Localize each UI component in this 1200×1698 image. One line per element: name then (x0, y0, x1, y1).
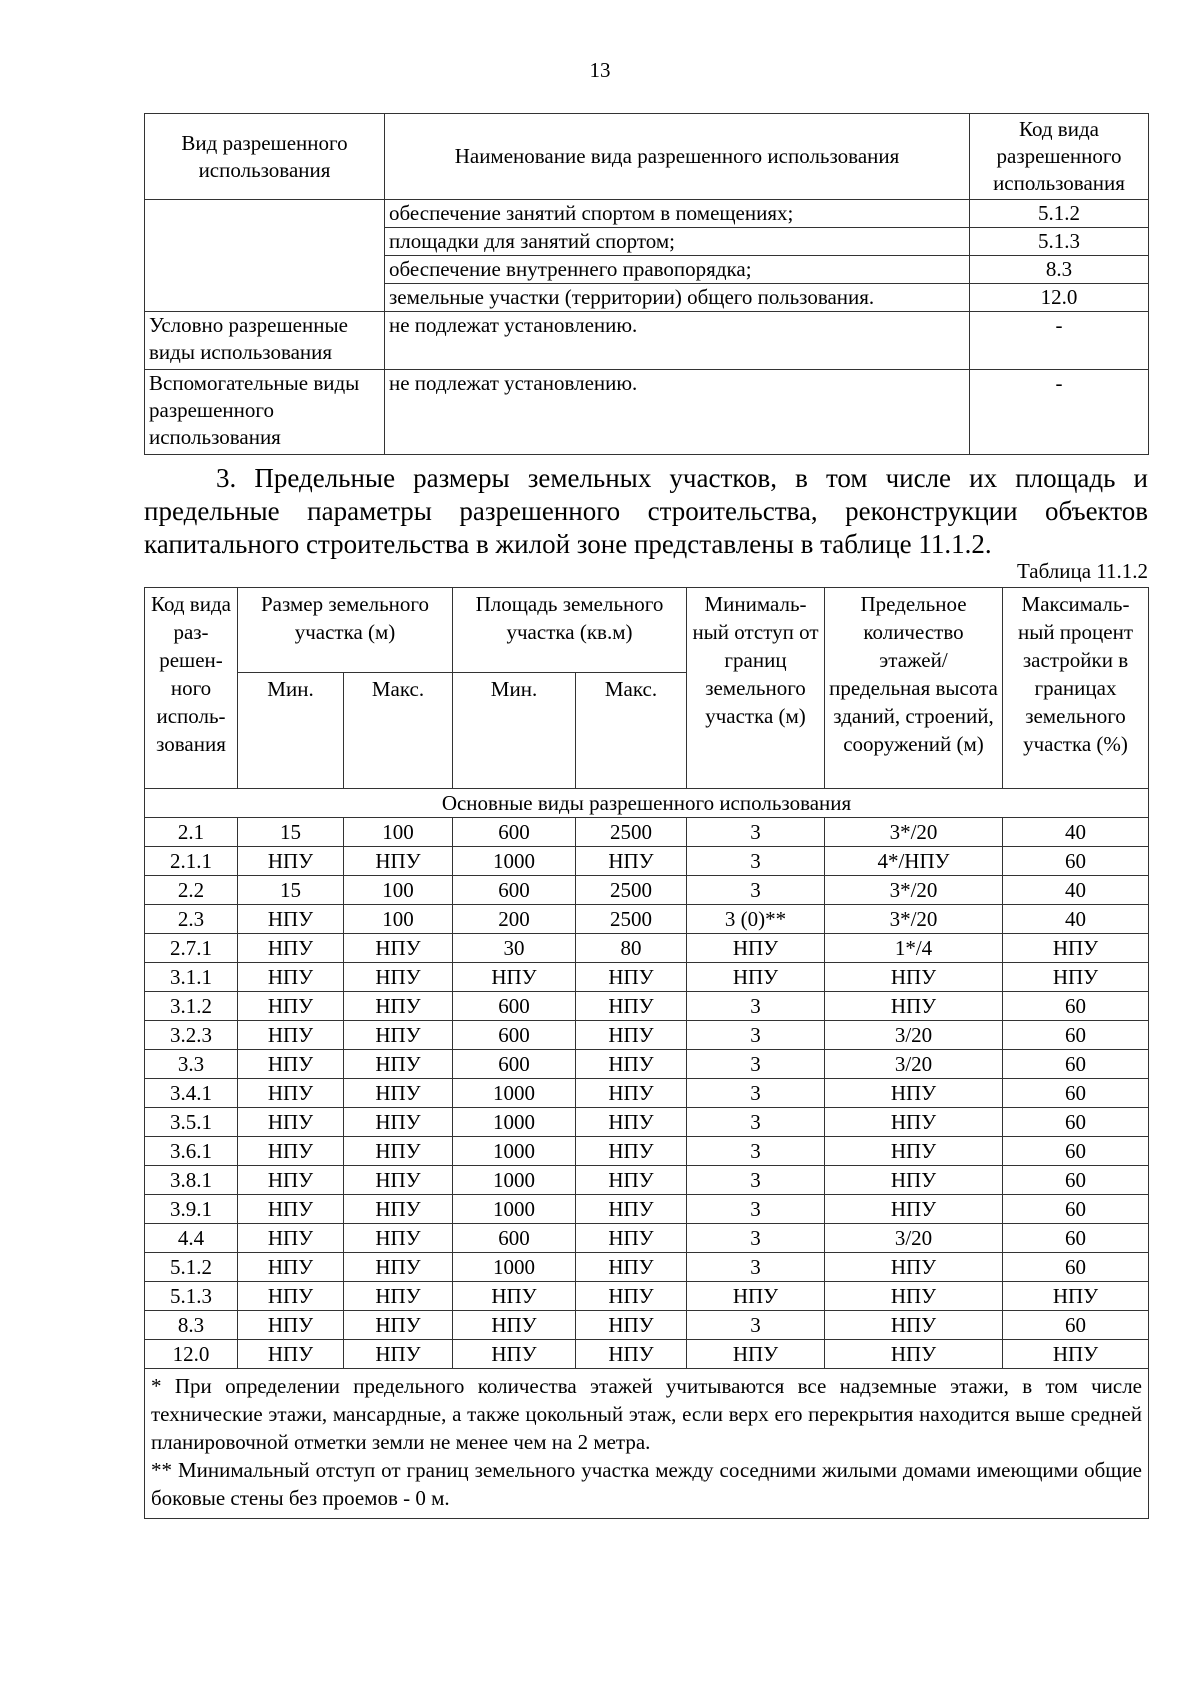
table-row (145, 1195, 1149, 1224)
table-row (145, 963, 1149, 992)
cell-area-max: НПУ (576, 1079, 687, 1108)
use-code: - (970, 312, 1149, 370)
cell-area-min: 30 (453, 934, 576, 963)
use-code: - (970, 370, 1149, 455)
header-size: Размер земельного участка (м) (238, 588, 453, 673)
cell-code: 3.6.1 (145, 1137, 238, 1166)
cell-code: 5.1.3 (145, 1282, 238, 1311)
empty-cell (145, 200, 385, 312)
use-type: Условно разрешенные виды использования (145, 312, 385, 370)
cell-setback: 3 (687, 1253, 825, 1282)
table-row (145, 992, 1149, 1021)
cell-code: 3.1.2 (145, 992, 238, 1021)
cell-code: 4.4 (145, 1224, 238, 1253)
cell-size-max: НПУ (344, 1079, 453, 1108)
cell-size-min: НПУ (238, 1195, 344, 1224)
cell-area-min: 1000 (453, 847, 576, 876)
cell-size-min: НПУ (238, 1224, 344, 1253)
cell-size-min: НПУ (238, 1311, 344, 1340)
cell-code: 2.2 (145, 876, 238, 905)
cell-percent: 60 (1003, 1137, 1149, 1166)
cell-floors: НПУ (825, 1253, 1003, 1282)
use-name: не подлежат установлению. (385, 370, 970, 455)
cell-setback: 3 (687, 1137, 825, 1166)
cell-area-min: 600 (453, 818, 576, 847)
cell-area-max: 80 (576, 934, 687, 963)
cell-percent: 60 (1003, 1195, 1149, 1224)
cell-area-min: 600 (453, 1050, 576, 1079)
cell-area-min: 600 (453, 1021, 576, 1050)
cell-setback: 3 (687, 876, 825, 905)
table-header-row (145, 588, 1149, 673)
cell-code: 3.2.3 (145, 1021, 238, 1050)
table-row (145, 1224, 1149, 1253)
cell-floors: НПУ (825, 1282, 1003, 1311)
table-body (145, 818, 1149, 1369)
use-type: Вспомогательные виды разрешенного использования (145, 370, 385, 455)
cell-floors: НПУ (825, 1108, 1003, 1137)
table-row (145, 1137, 1149, 1166)
table-row (145, 934, 1149, 963)
cell-percent: 60 (1003, 992, 1149, 1021)
table-header-row (145, 114, 1149, 200)
cell-size-min: НПУ (238, 1282, 344, 1311)
cell-area-max: НПУ (576, 1340, 687, 1369)
cell-area-max: НПУ (576, 963, 687, 992)
permitted-use-table (144, 113, 1149, 455)
cell-floors: 3/20 (825, 1224, 1003, 1253)
cell-setback: НПУ (687, 1340, 825, 1369)
cell-area-max: НПУ (576, 1195, 687, 1224)
table-row (145, 1282, 1149, 1311)
footnote-row (145, 1369, 1149, 1519)
cell-percent: НПУ (1003, 1282, 1149, 1311)
cell-size-max: НПУ (344, 1340, 453, 1369)
use-name: обеспечение занятий спортом в помещениях; (385, 200, 970, 228)
cell-size-min: НПУ (238, 1166, 344, 1195)
cell-percent: 60 (1003, 1021, 1149, 1050)
cell-size-max: НПУ (344, 1253, 453, 1282)
table-row (145, 1311, 1149, 1340)
cell-floors: 3*/20 (825, 818, 1003, 847)
header-area: Площадь земельного участка (кв.м) (453, 588, 687, 673)
use-name: не подлежат установлению. (385, 312, 970, 370)
table-row (145, 312, 1149, 370)
cell-code: 3.1.1 (145, 963, 238, 992)
cell-size-max: НПУ (344, 1021, 453, 1050)
cell-area-min: 1000 (453, 1079, 576, 1108)
cell-percent: 40 (1003, 818, 1149, 847)
use-name: земельные участки (территории) общего пользования. (385, 284, 970, 312)
use-code: 5.1.3 (970, 228, 1149, 256)
header-size-min: Мин. (238, 673, 344, 789)
cell-percent: 60 (1003, 1079, 1149, 1108)
cell-size-min: НПУ (238, 1340, 344, 1369)
cell-size-max: НПУ (344, 847, 453, 876)
table-row (145, 1021, 1149, 1050)
cell-percent: 60 (1003, 1050, 1149, 1079)
use-name: обеспечение внутреннего правопорядка; (385, 256, 970, 284)
cell-area-max: НПУ (576, 1137, 687, 1166)
cell-size-min: НПУ (238, 992, 344, 1021)
cell-size-min: НПУ (238, 847, 344, 876)
cell-size-min: НПУ (238, 1050, 344, 1079)
cell-setback: 3 (0)** (687, 905, 825, 934)
cell-size-max: НПУ (344, 1195, 453, 1224)
use-code: 5.1.2 (970, 200, 1149, 228)
header-code: Код вида раз-решен-ного исполь-зования (145, 588, 238, 789)
cell-size-max: 100 (344, 876, 453, 905)
cell-size-max: НПУ (344, 1137, 453, 1166)
cell-setback: 3 (687, 1195, 825, 1224)
cell-floors: 3/20 (825, 1021, 1003, 1050)
cell-size-max: НПУ (344, 963, 453, 992)
table-row (145, 200, 1149, 228)
cell-area-min: 200 (453, 905, 576, 934)
cell-size-max: НПУ (344, 992, 453, 1021)
cell-size-max: 100 (344, 905, 453, 934)
cell-percent: 60 (1003, 1224, 1149, 1253)
cell-code: 3.9.1 (145, 1195, 238, 1224)
cell-code: 5.1.2 (145, 1253, 238, 1282)
cell-setback: 3 (687, 1224, 825, 1253)
cell-floors: НПУ (825, 963, 1003, 992)
section-row (145, 789, 1149, 818)
cell-code: 3.5.1 (145, 1108, 238, 1137)
cell-setback: 3 (687, 847, 825, 876)
cell-setback: 3 (687, 1079, 825, 1108)
cell-floors: 4*/НПУ (825, 847, 1003, 876)
header-size-max: Макс. (344, 673, 453, 789)
cell-floors: НПУ (825, 992, 1003, 1021)
cell-percent: НПУ (1003, 934, 1149, 963)
cell-area-min: 600 (453, 992, 576, 1021)
cell-area-min: 1000 (453, 1253, 576, 1282)
table-row (145, 1050, 1149, 1079)
use-code: 8.3 (970, 256, 1149, 284)
cell-size-max: НПУ (344, 934, 453, 963)
cell-size-min: НПУ (238, 1137, 344, 1166)
cell-percent: 60 (1003, 847, 1149, 876)
table-row (145, 1340, 1149, 1369)
cell-percent: 60 (1003, 1253, 1149, 1282)
cell-setback: НПУ (687, 1282, 825, 1311)
header-use-code: Код вида разрешенного использования (970, 114, 1149, 200)
cell-size-min: НПУ (238, 1108, 344, 1137)
paragraph-text: 3. Предельные размеры земельных участков, в том числе их площадь и предельные параметры разрешенного строительства, реконструкции объектов капитального строительства в жилой зоне представлены в таблице 11.1.2. (144, 463, 1148, 559)
cell-size-max: НПУ (344, 1282, 453, 1311)
cell-size-max: НПУ (344, 1050, 453, 1079)
header-area-min: Мин. (453, 673, 576, 789)
cell-percent: 60 (1003, 1311, 1149, 1340)
cell-floors: НПУ (825, 1137, 1003, 1166)
use-code: 12.0 (970, 284, 1149, 312)
footnotes (145, 1369, 1149, 1519)
table-row (145, 876, 1149, 905)
cell-area-max: НПУ (576, 1050, 687, 1079)
cell-percent: 60 (1003, 1108, 1149, 1137)
cell-size-max: НПУ (344, 1224, 453, 1253)
cell-area-max: НПУ (576, 1311, 687, 1340)
section-title: Основные виды разрешенного использования (145, 789, 1149, 818)
cell-size-min: НПУ (238, 1021, 344, 1050)
cell-floors: НПУ (825, 1311, 1003, 1340)
cell-setback: НПУ (687, 963, 825, 992)
cell-setback: 3 (687, 1108, 825, 1137)
cell-size-max: НПУ (344, 1166, 453, 1195)
cell-area-min: 1000 (453, 1166, 576, 1195)
cell-floors: НПУ (825, 1195, 1003, 1224)
cell-percent: 60 (1003, 1166, 1149, 1195)
footnote-2: ** Минимальный отступ от границ земельного участка между соседними жилыми домами имеющими общие боковые стены без проемов - 0 м. (151, 1458, 1142, 1510)
cell-floors: 1*/4 (825, 934, 1003, 963)
cell-code: 12.0 (145, 1340, 238, 1369)
cell-floors: НПУ (825, 1340, 1003, 1369)
cell-area-max: НПУ (576, 1021, 687, 1050)
cell-floors: 3*/20 (825, 905, 1003, 934)
cell-area-max: 2500 (576, 905, 687, 934)
cell-area-min: НПУ (453, 1282, 576, 1311)
cell-area-max: НПУ (576, 1166, 687, 1195)
table-row (145, 1108, 1149, 1137)
cell-percent: 40 (1003, 876, 1149, 905)
cell-size-min: НПУ (238, 905, 344, 934)
cell-size-max: НПУ (344, 1108, 453, 1137)
use-name: площадки для занятий спортом; (385, 228, 970, 256)
cell-size-min: НПУ (238, 1253, 344, 1282)
cell-setback: 3 (687, 1050, 825, 1079)
cell-area-max: 2500 (576, 818, 687, 847)
cell-area-max: НПУ (576, 1224, 687, 1253)
cell-code: 3.3 (145, 1050, 238, 1079)
cell-setback: 3 (687, 992, 825, 1021)
table-row (145, 818, 1149, 847)
table-row (145, 1166, 1149, 1195)
cell-size-max: 100 (344, 818, 453, 847)
table-row (145, 370, 1149, 455)
cell-area-min: 600 (453, 876, 576, 905)
cell-floors: НПУ (825, 1166, 1003, 1195)
cell-area-max: 2500 (576, 876, 687, 905)
cell-code: 2.1.1 (145, 847, 238, 876)
land-parameters-table (144, 587, 1149, 1519)
cell-size-min: НПУ (238, 1079, 344, 1108)
cell-percent: НПУ (1003, 1340, 1149, 1369)
table-row (145, 1253, 1149, 1282)
header-setback: Минималь-ный отступ от границ земельного участка (м) (687, 588, 825, 789)
cell-size-min: 15 (238, 876, 344, 905)
cell-area-max: НПУ (576, 847, 687, 876)
page-number: 13 (589, 58, 611, 82)
cell-floors: НПУ (825, 1079, 1003, 1108)
cell-floors: 3*/20 (825, 876, 1003, 905)
cell-setback: 3 (687, 1166, 825, 1195)
cell-area-min: 1000 (453, 1195, 576, 1224)
cell-code: 3.4.1 (145, 1079, 238, 1108)
body-paragraph (144, 462, 1148, 561)
cell-area-max: НПУ (576, 1282, 687, 1311)
cell-area-min: 600 (453, 1224, 576, 1253)
cell-percent: НПУ (1003, 963, 1149, 992)
cell-area-min: НПУ (453, 963, 576, 992)
cell-setback: НПУ (687, 934, 825, 963)
cell-area-max: НПУ (576, 992, 687, 1021)
cell-code: 8.3 (145, 1311, 238, 1340)
table-row (145, 905, 1149, 934)
cell-area-min: НПУ (453, 1340, 576, 1369)
header-use-name: Наименование вида разрешенного использования (385, 114, 970, 200)
cell-area-min: 1000 (453, 1108, 576, 1137)
cell-code: 3.8.1 (145, 1166, 238, 1195)
cell-setback: 3 (687, 1021, 825, 1050)
table-row (145, 847, 1149, 876)
header-floors: Предельное количество этажей/ предельная высота зданий, строений, сооружений (м) (825, 588, 1003, 789)
cell-setback: 3 (687, 818, 825, 847)
cell-size-min: НПУ (238, 934, 344, 963)
cell-percent: 40 (1003, 905, 1149, 934)
cell-size-min: НПУ (238, 963, 344, 992)
footnote-1: * При определении предельного количества этажей учитываются все надземные этажи, в том числе технические этажи, мансардные, а также цокольный этаж, если верх его перекрытия находится выше средней планировочной отметки земли не менее чем на 2 метра. (151, 1374, 1142, 1454)
cell-area-max: НПУ (576, 1253, 687, 1282)
table-row (145, 1079, 1149, 1108)
header-use-type: Вид разрешенного использования (145, 114, 385, 200)
cell-area-min: НПУ (453, 1311, 576, 1340)
cell-code: 2.1 (145, 818, 238, 847)
cell-code: 2.3 (145, 905, 238, 934)
cell-setback: 3 (687, 1311, 825, 1340)
cell-floors: 3/20 (825, 1050, 1003, 1079)
cell-area-max: НПУ (576, 1108, 687, 1137)
header-area-max: Макс. (576, 673, 687, 789)
cell-code: 2.7.1 (145, 934, 238, 963)
table-caption: Таблица 11.1.2 (1016, 559, 1148, 583)
header-percent: Максималь-ный процент застройки в границах земельного участка (%) (1003, 588, 1149, 789)
cell-size-max: НПУ (344, 1311, 453, 1340)
cell-area-min: 1000 (453, 1137, 576, 1166)
cell-size-min: 15 (238, 818, 344, 847)
